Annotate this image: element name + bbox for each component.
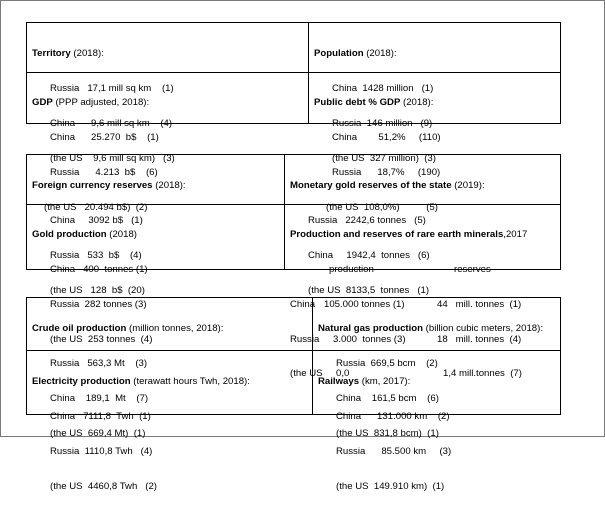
currency-row: Russia 533 b$ (4) <box>50 249 142 261</box>
rare-earth-header-production: production <box>329 263 374 275</box>
rare-earth-header-reserves: reserves <box>454 263 491 275</box>
table-oil-gas-electricity-railways <box>26 297 561 492</box>
territory-row: China 9,6 mill sq km (4) <box>50 117 173 129</box>
electricity-row: China 7111,8 Twh (1) <box>50 410 151 422</box>
debt-row: Russia 18,7% (190) <box>332 166 441 178</box>
rare-earth-suffix: ,2017 <box>503 229 528 241</box>
currency-row: China 3092 b$ (1) <box>50 214 143 226</box>
electricity-suffix: (terawatt hours Twh, 2018): <box>130 376 250 388</box>
railways-suffix: (km, 2017): <box>359 376 411 388</box>
debt-row: China 51,2% (110) <box>332 131 441 143</box>
population-row: (the US 327 million) (3) <box>332 152 436 164</box>
crude-row: Russia 563,3 Mt (3) <box>50 357 148 369</box>
territory-suffix: (2018): <box>70 48 104 60</box>
gas-row: China 161,5 bcm (6) <box>336 392 439 404</box>
gdp-row: China 25.270 b$ (1) <box>50 131 159 143</box>
crude-row: China 189,1 Mt (7) <box>50 392 149 404</box>
rare-earth-title: Production and reserves of rare earth minerals <box>290 229 504 241</box>
crude-title: Crude oil production <box>32 323 127 335</box>
gold-production-row: China 400 tonnes (1) <box>50 263 148 275</box>
currency-row: (the US 128 b$ (20) <box>50 284 145 296</box>
gas-row: (the US 831,8 bcm) (1) <box>336 427 439 439</box>
gold-production-suffix: (2018) <box>106 229 138 241</box>
railways-title: Railways <box>318 376 360 388</box>
gold-reserves-row: China 1942,4 tonnes (6) <box>308 249 430 261</box>
railways-row: (the US 149.910 km) (1) <box>336 480 445 492</box>
population-title: Population <box>314 48 364 60</box>
electricity-row: Russia 1110,8 Twh (4) <box>50 445 153 457</box>
gold-reserves-row: (the US 8133,5 tonnes (1) <box>308 284 430 296</box>
gas-suffix: (billion cubic meters, 2018): <box>423 323 543 335</box>
currency-title: Foreign currency reserves <box>32 180 153 192</box>
gold-reserves-suffix: (2019): <box>451 180 485 192</box>
territory-row: Russia 17,1 mill sq km (1) <box>50 82 174 94</box>
rare-earth-row: (the US 0,0 1,4 mill.tonnes (7) <box>290 368 522 380</box>
population-suffix: (2018): <box>363 48 397 60</box>
gdp-suffix: (PPP adjusted, 2018): <box>52 97 150 109</box>
railways-cell <box>318 353 451 515</box>
debt-title: Public debt % GDP <box>314 97 401 109</box>
gold-production-row: Russia 282 tonnes (3) <box>50 298 147 310</box>
territory-row: (the US 9,6 mill sq km) (3) <box>50 152 175 164</box>
railways-row: China 131.000 km (2) <box>336 410 450 422</box>
gold-reserves-row: Russia 2242,6 tonnes (5) <box>308 214 426 226</box>
crude-row: (the US 669,4 Mt) (1) <box>50 427 146 439</box>
gas-title: Natural gas production <box>318 323 424 335</box>
rare-earth-row: China 105.000 tonnes (1) 44 mill. tonnes (1) <box>290 298 522 310</box>
railways-row: Russia 85.500 km (3) <box>336 445 452 457</box>
gas-row: Russia 669,5 bcm (2) <box>336 357 438 369</box>
gdp-row: Russia 4.213 b$ (6) <box>50 166 158 178</box>
crude-suffix: (million tonnes, 2018): <box>126 323 224 335</box>
gold-production-row: (the US 253 tonnes (4) <box>50 333 153 345</box>
currency-suffix: (2018): <box>152 180 186 192</box>
debt-suffix: (2018): <box>400 97 434 109</box>
territory-title: Territory <box>32 48 71 60</box>
gold-production-title: Gold production <box>32 229 107 241</box>
gold-reserves-title: Monetary gold reserves of the state <box>290 180 452 192</box>
population-row: China 1428 million (1) <box>332 82 434 94</box>
rare-earth-row: Russia 3.000 tonnes (3) 18 mill. tonnes (4) <box>290 333 522 345</box>
electricity-row: (the US 4460,8 Twh (2) <box>50 480 158 492</box>
population-row: Russia 146 million (9) <box>332 117 433 129</box>
debt-row: (the US 108,0%) (5) <box>326 201 438 213</box>
gdp-title: GDP <box>32 97 53 109</box>
electricity-cell <box>32 353 250 515</box>
gdp-row: (the US 20.494 b$) (2) <box>44 201 148 213</box>
electricity-title: Electricity production <box>32 376 131 388</box>
